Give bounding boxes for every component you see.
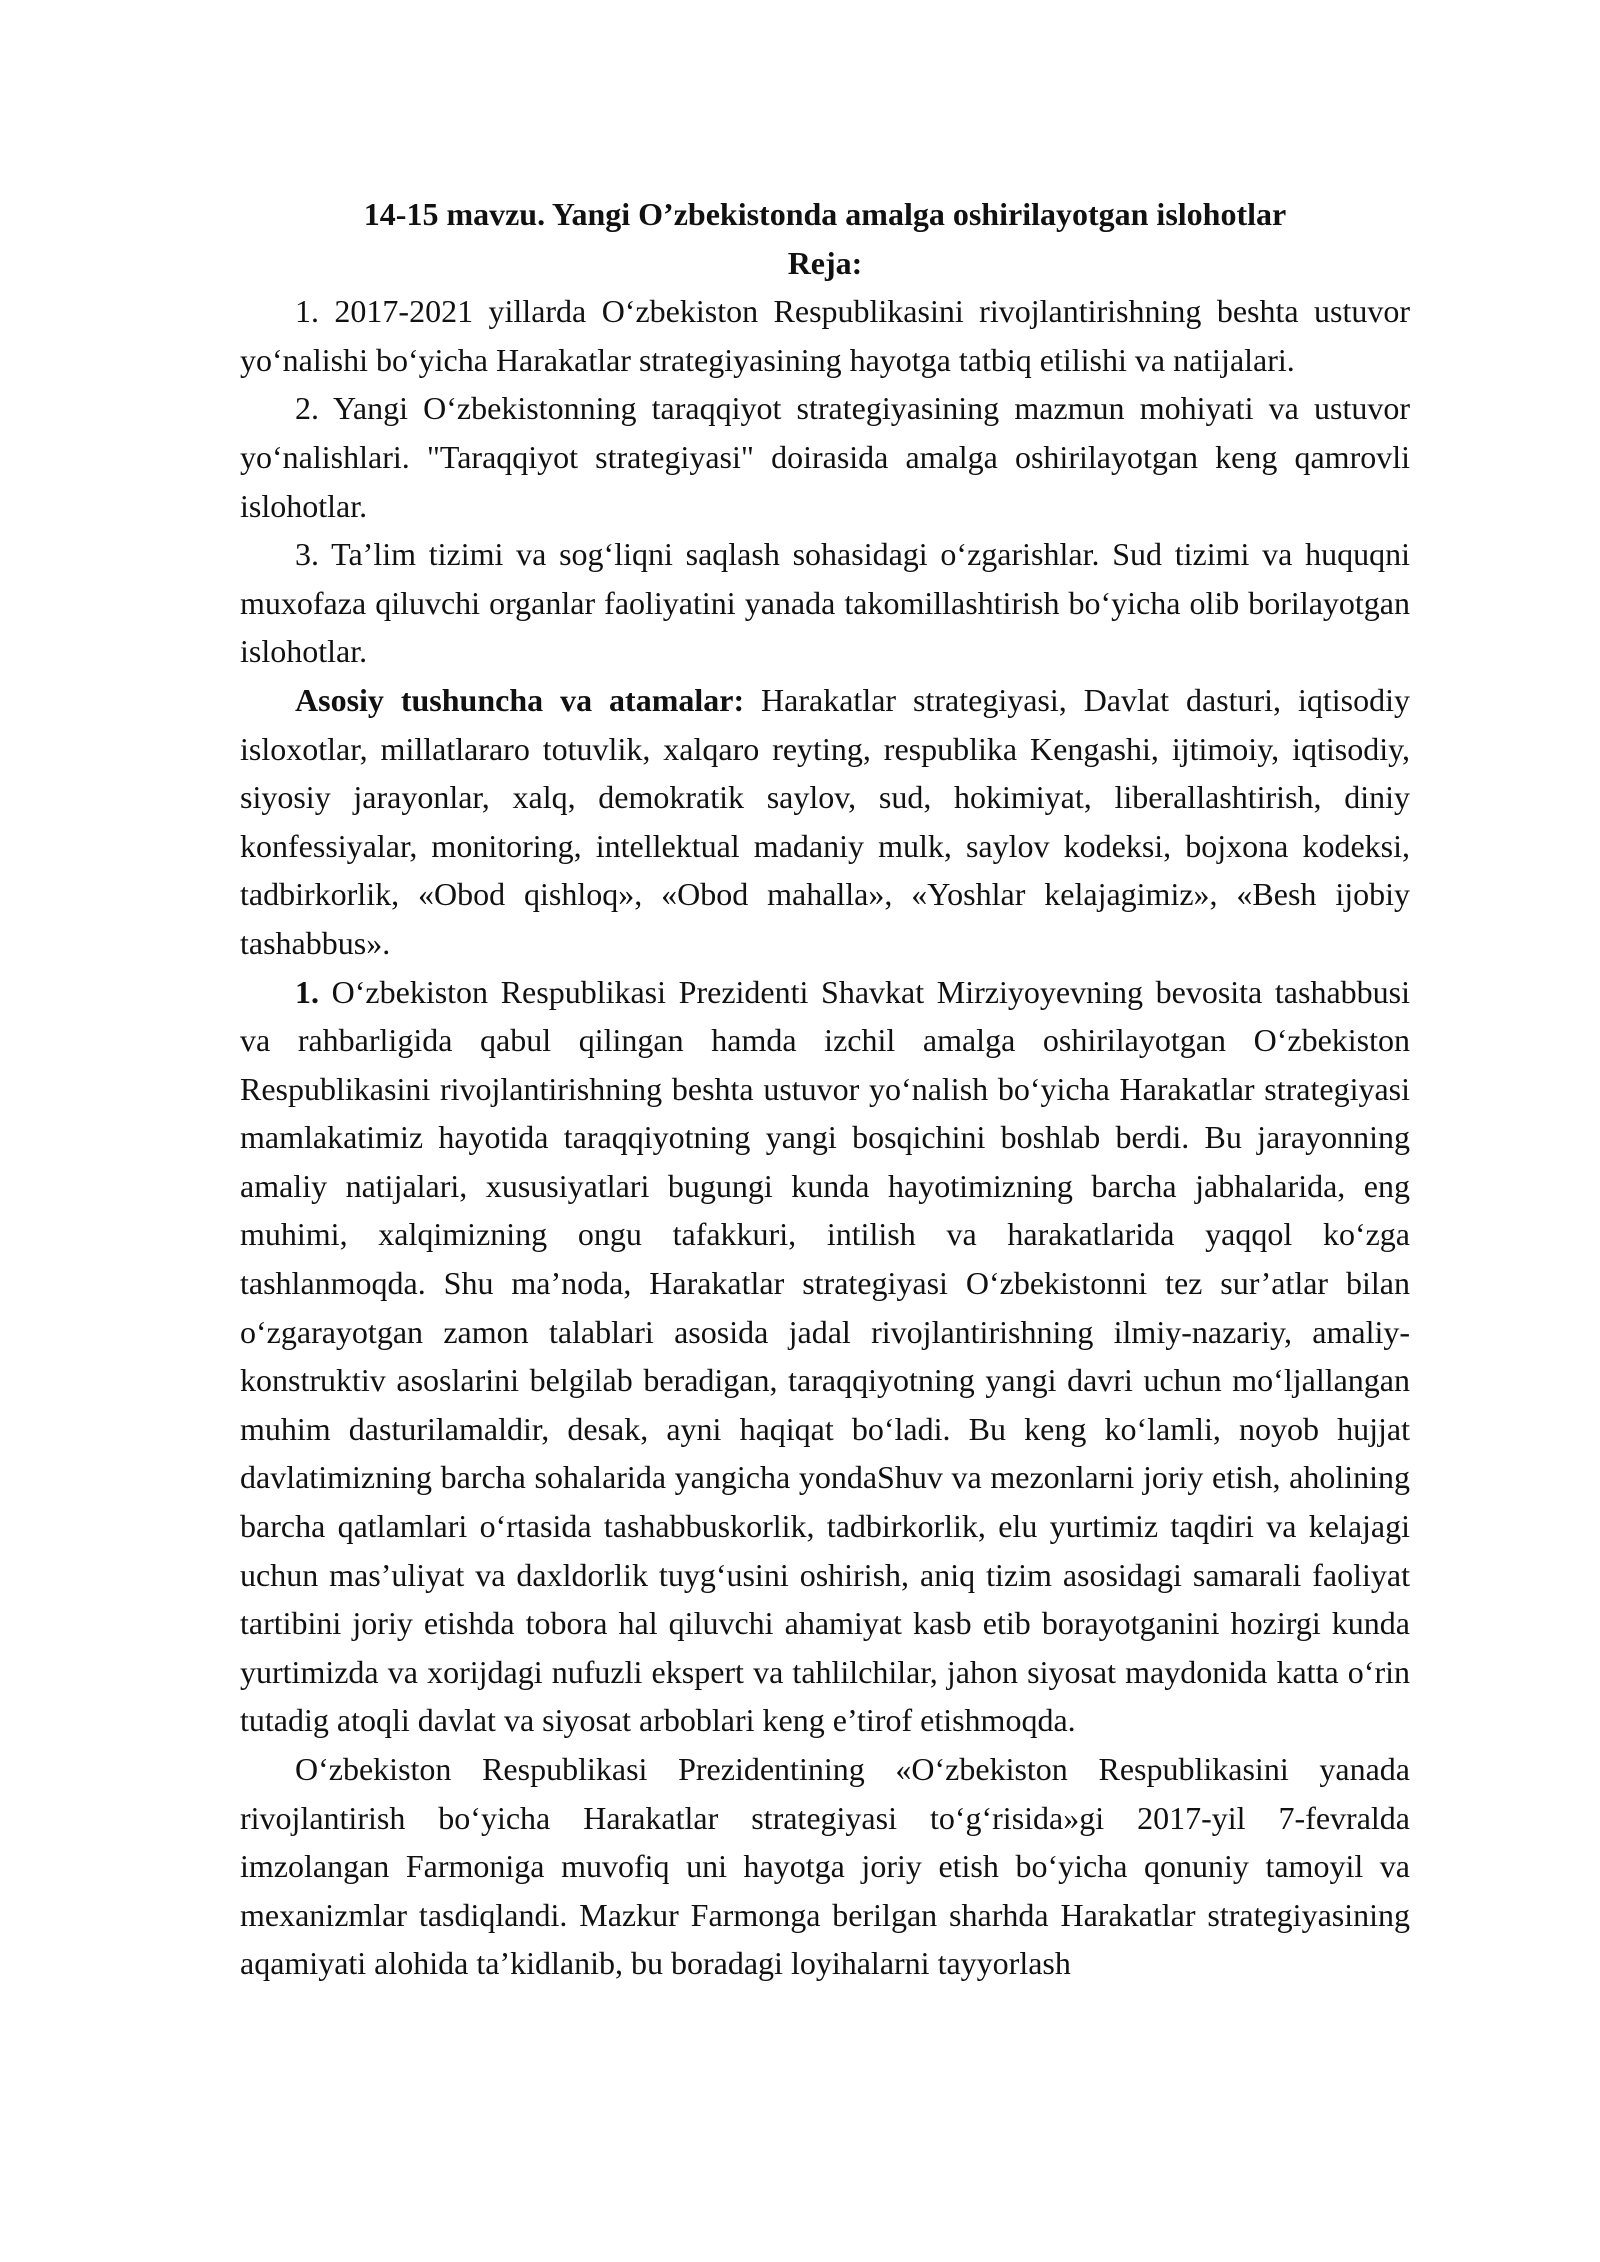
plan-item-1: 1. 2017-2021 yillarda O‘zbekiston Respublikasini rivojlantirishning beshta ustuvor yo‘nalishi bo‘yicha Harakatlar strategiyasining hayotga tatbiq etilishi va natijalari.: [240, 293, 1410, 378]
section-1-number: 1.: [295, 973, 319, 1010]
last-paragraph: O‘zbekiston Respublikasi Prezidentining «O‘zbekiston Respublikasini yanada rivojlantirish bo‘yicha Harakatlar strategiyasi to‘g‘risida»gi 2017-yil 7-fevralda imzolangan Farmoniga muvofiq uni hayotga joriy etish bo‘yicha qonuniy tamoyil va mexanizmlar tasdiqlandi. Mazkur Farmonga berilgan sharhda Harakatlar strategiyasining aqamiyati alohida ta’kidlanib, bu boradagi loyihalarni tayyorlash: [240, 1751, 1410, 1982]
plan-item-3: 3. Ta’lim tizimi va sog‘liqni saqlash sohasidagi o‘zgarishlar. Sud tizimi va huquqni muxofaza qiluvchi organlar faoliyatini yanada takomillashtirish bo‘yicha olib borilayotgan islohotlar.: [240, 536, 1410, 670]
concepts-text: Harakatlar strategiyasi, Davlat dasturi, iqtisodiy isloxotlar, millatlararo totuvlik, xalqaro reyting, respublika Kengashi, ijtimoiy, iqtisodiy, siyosiy jarayonlar, xalq, demokratik saylov, sud, hokimiyat, liberallashtirish, diniy konfessiyalar, monitoring, intellektual madaniy mulk, saylov kodeksi, bojxona kodeksi, tadbirkorlik, «Obod qishloq», «Obod mahalla», «Yoshlar kelajagimiz», «Besh ijobiy tashabbus».: [240, 681, 1411, 961]
plan-item-2: 2. Yangi O‘zbekistonning taraqqiyot strategiyasining mazmun mohiyati va ustuvor yo‘nalishlari. "Taraqqiyot strategiyasi" doirasida amalga oshirilayotgan keng qamrovli islohotlar.: [240, 390, 1410, 524]
section-1-paragraph: [240, 968, 1410, 1746]
document-body: [240, 190, 1410, 1988]
concepts-label: Asosiy tushuncha va atamalar:: [295, 681, 745, 718]
document-title: 14-15 mavzu. Yangi O’zbekistonda amalga oshirilayotgan islohotlar: [363, 196, 1287, 232]
concepts-paragraph: [240, 676, 1410, 968]
section-1-text: O‘zbekiston Respublikasi Prezidenti Shavkat Mirziyoyevning bevosita tashabbusi va rahbarligida qabul qilingan hamda izchil amalga oshirilayotgan O‘zbekiston Respublikasini rivojlantirishning beshta ustuvor yo‘nalish bo‘yicha Harakatlar strategiyasi mamlakatimiz hayotida taraqqiyotning yangi bosqichini boshlab berdi. Bu jarayonning amaliy natijalari, xususiyatlari bugungi kunda hayotimizning barcha jabhalarida, eng muhimi, xalqimizning ongu tafakkuri, intilish va harakatlarida yaqqol ko‘zga tashlanmoqda. Shu ma’noda, Harakatlar strategiyasi O‘zbekistonni tez sur’atlar bilan o‘zgarayotgan zamon talablari asosida jadal rivojlantirishning ilmiy-nazariy, amaliy-konstruktiv asoslarini belgilab beradigan, taraqqiyotning yangi davri uchun mo‘ljallangan muhim dasturilamaldir, desak, ayni haqiqat bo‘ladi. Bu keng ko‘lamli, noyob hujjat davlatimizning barcha sohalarida yangicha yondaShuv va mezonlarni joriy etish, aholining barcha qatlamlari o‘rtasida tashabbuskorlik, tadbirkorlik, elu yurtimiz taqdiri va kelajagi uchun mas’uliyat va daxldorlik tuyg‘usini oshirish, aniq tizim asosidagi samarali faoliyat tartibini joriy etishda tobora hal qiluvchi ahamiyat kasb etib borayotganini hozirgi kunda yurtimizda va xorijdagi nufuzli ekspert va tahlilchilar, jahon siyosat maydonida katta o‘rin tutadig atoqli davlat va siyosat arboblari keng e’tirof etishmoqda.: [240, 973, 1410, 1739]
plan-heading: Reja:: [787, 244, 863, 281]
